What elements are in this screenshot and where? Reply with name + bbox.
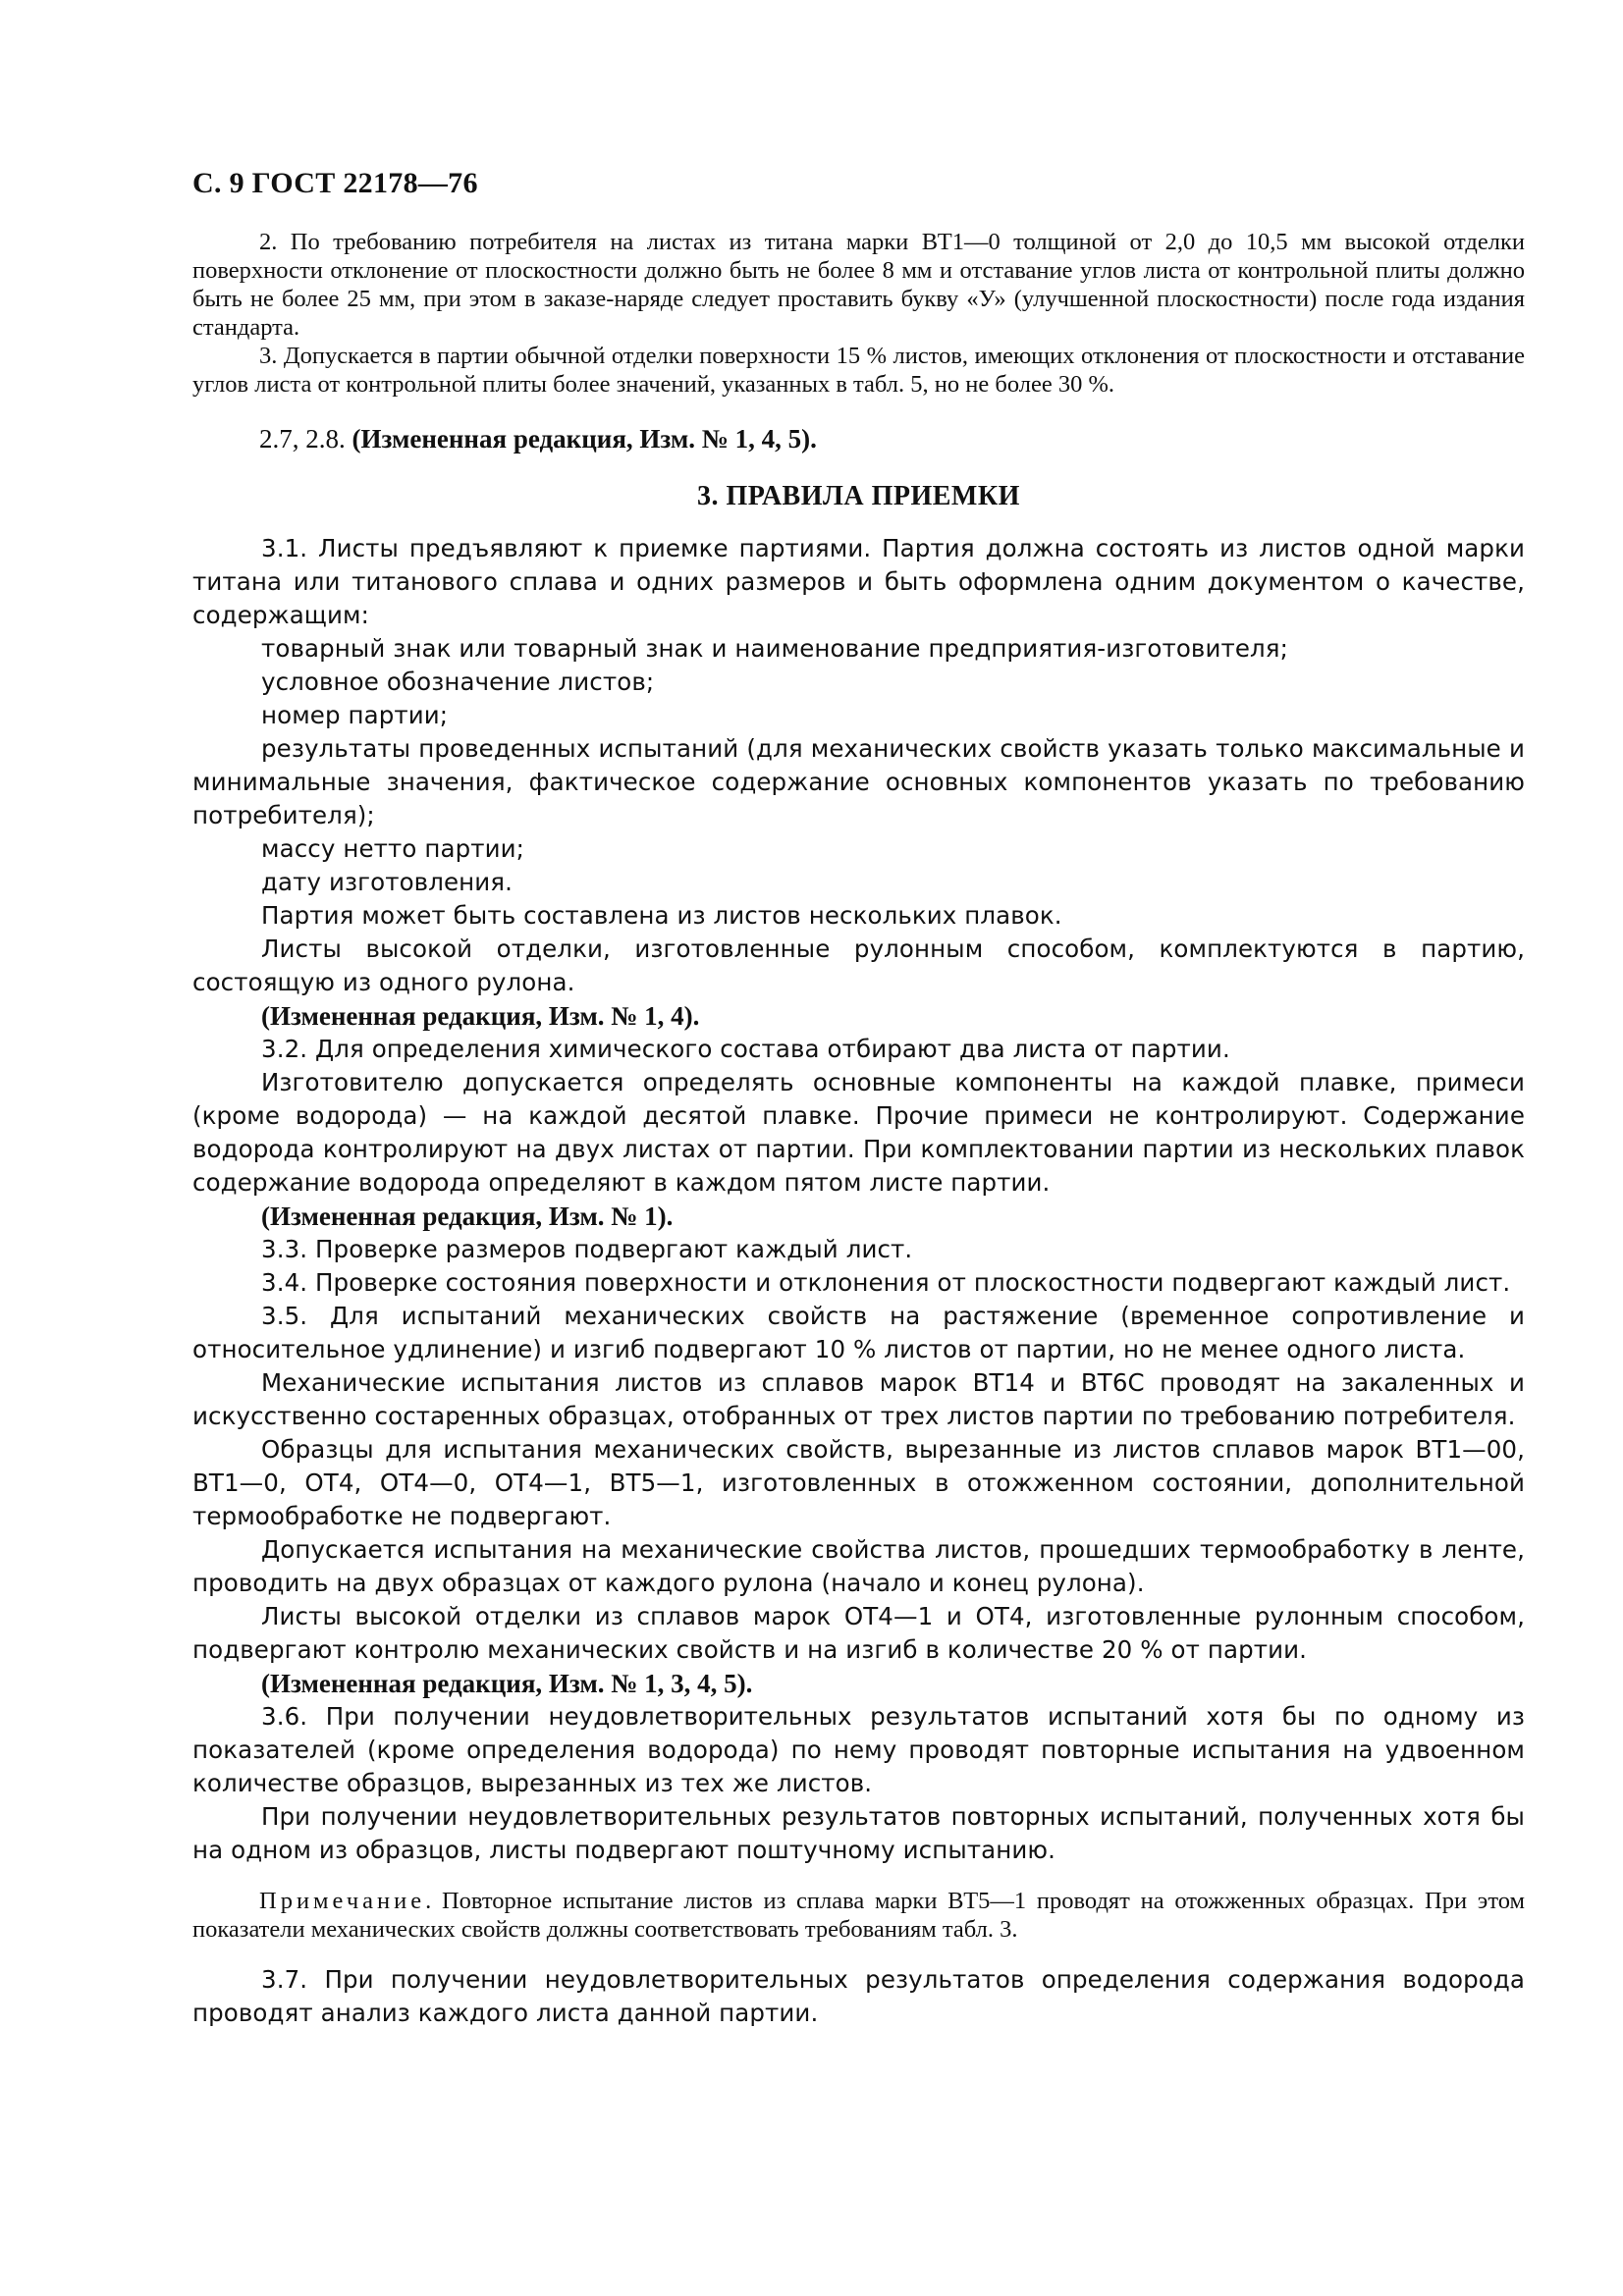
list-item-test-results: результаты проведенных испытаний (для механических свойств указать только максимальные и минимальные значения, фактическое содержание основных компонентов указать по требованию потребителя); — [192, 734, 1525, 829]
note-3-paragraph: 3. Допускается в партии обычной отделки поверхности 15 % листов, имеющих отклонения от плоскостности и отставание углов листа от контрольной плиты более значений, указанных в табл. 5, но не более 30 %. — [192, 343, 1525, 398]
clause-3-4: 3.4. Проверке состояния поверхности и отклонения от плоскостности подвергают каждый лист. — [261, 1268, 1511, 1297]
document-body — [192, 228, 1525, 2030]
clause-3-7: 3.7. При получении неудовлетворительных результатов определения содержания водорода проводят анализ каждого листа данной партии. — [192, 1965, 1525, 2027]
list-item-manufacture-date: дату изготовления. — [261, 868, 514, 896]
page-header: С. 9 ГОСТ 22178—76 — [192, 167, 478, 199]
list-item-batch-number: номер партии; — [261, 701, 449, 729]
clause-3-3: 3.3. Проверке размеров подвергают каждый лист. — [261, 1235, 913, 1263]
paragraph-melts: Партия может быть составлена из листов нескольких плавок. — [261, 901, 1062, 930]
amendment-note-1-4: (Измененная редакция, Изм. № 1, 4). — [261, 1001, 700, 1031]
clause-3-5-strip-testing: Допускается испытания на механические свойства листов, прошедших термообработку в ленте, проводить на двух образцах от каждого рулона (начало и конец рулона). — [192, 1535, 1525, 1597]
list-item-designation: условное обозначение листов; — [261, 667, 655, 696]
note-text: . Повторное испытание листов из сплава марки ВТ5—1 проводят на отожженных образцах. При этом показатели механических свойств должны соответствовать требованиям табл. 3. — [192, 1888, 1525, 1943]
amendment-note-1-3-4-5: (Измененная редакция, Изм. № 1, 3, 4, 5). — [261, 1669, 753, 1698]
clause-3-6-piecewise: При получении неудовлетворительных результатов повторных испытаний, полученных хотя бы на одном из образцов, листы подвергают поштучному испытанию. — [192, 1802, 1525, 1864]
list-item-net-mass: массу нетто партии; — [261, 834, 524, 863]
clause-3-5-roll-sheets: Листы высокой отделки из сплавов марок ОТ4—1 и ОТ4, изготовленные рулонным способом, подвергают контролю механических свойств и на изгиб в количестве 20 % от партии. — [192, 1602, 1525, 1664]
note-label: Примечание — [259, 1888, 426, 1914]
clause-3-5-annealed-samples: Образцы для испытания механических свойств, вырезанные из листов сплавов марок ВТ1—00, ВТ1—0, ОТ4, ОТ4—0, ОТ4—1, ВТ5—1, изготовленных в отожженном состоянии, дополнительной термообработке не подвергают. — [192, 1435, 1525, 1530]
note-paragraph — [192, 1887, 1525, 1944]
amendment-ref-2-7-2-8 — [192, 422, 1525, 455]
list-item-trademark: товарный знак или товарный знак и наименование предприятия-изготовителя; — [261, 634, 1288, 663]
clause-3-2: 3.2. Для определения химического состава отбирают два листа от партии. — [261, 1035, 1230, 1063]
clause-3-6: 3.6. При получении неудовлетворительных результатов испытаний хотя бы по одному из показателей (кроме определения водорода) по нему проводят повторные испытания на удвоенном количестве образцов, вырезанных из тех же листов. — [192, 1702, 1525, 1797]
clause-3-1: 3.1. Листы предъявляют к приемке партиями. Партия должна состоять из листов одной марки титана или титанового сплава и одних размеров и быть оформлена одним документом о качестве, содержащим: — [192, 534, 1525, 629]
note-2-paragraph: 2. По требованию потребителя на листах из титана марки ВТ1—0 толщиной от 2,0 до 10,5 мм высокой отделки поверхности отклонение от плоскостности должно быть не более 8 мм и отставание углов листа от контрольной плиты должно быть не более 25 мм, при этом в заказе-наряде следует проставить букву «У» (улучшенной плоскостности) после года издания стандарта. — [192, 229, 1525, 341]
amendment-note-1: (Измененная редакция, Изм. № 1). — [261, 1201, 674, 1231]
amendment-ref-bold: (Измененная редакция, Изм. № 1, 4, 5). — [352, 424, 817, 454]
amendment-ref-prefix: 2.7, 2.8. — [259, 424, 352, 454]
clause-3-5: 3.5. Для испытаний механических свойств на растяжение (временное сопротивление и относительное удлинение) и изгиб подвергают 10 % листов от партии, но не менее одного листа. — [192, 1302, 1525, 1363]
section-title: 3. ПРАВИЛА ПРИЕМКИ — [697, 481, 1020, 511]
clause-3-2-detail: Изготовителю допускается определять основные компоненты на каждой плавке, примеси (кроме водорода) — на каждой десятой плавке. Прочие примеси не контролируют. Содержание водорода контролируют на двух листах от партии. При комплектовании партии из нескольких плавок содержание водорода определяют в каждом пятом листе партии. — [192, 1068, 1525, 1197]
paragraph-roll: Листы высокой отделки, изготовленные рулонным способом, комплектуются в партию, состоящую из одного рулона. — [192, 934, 1525, 996]
clause-3-5-aged-samples: Механические испытания листов из сплавов марок ВТ14 и ВТ6С проводят на закаленных и искусственно состаренных образцах, отобранных от трех листов партии по требованию потребителя. — [192, 1368, 1525, 1430]
